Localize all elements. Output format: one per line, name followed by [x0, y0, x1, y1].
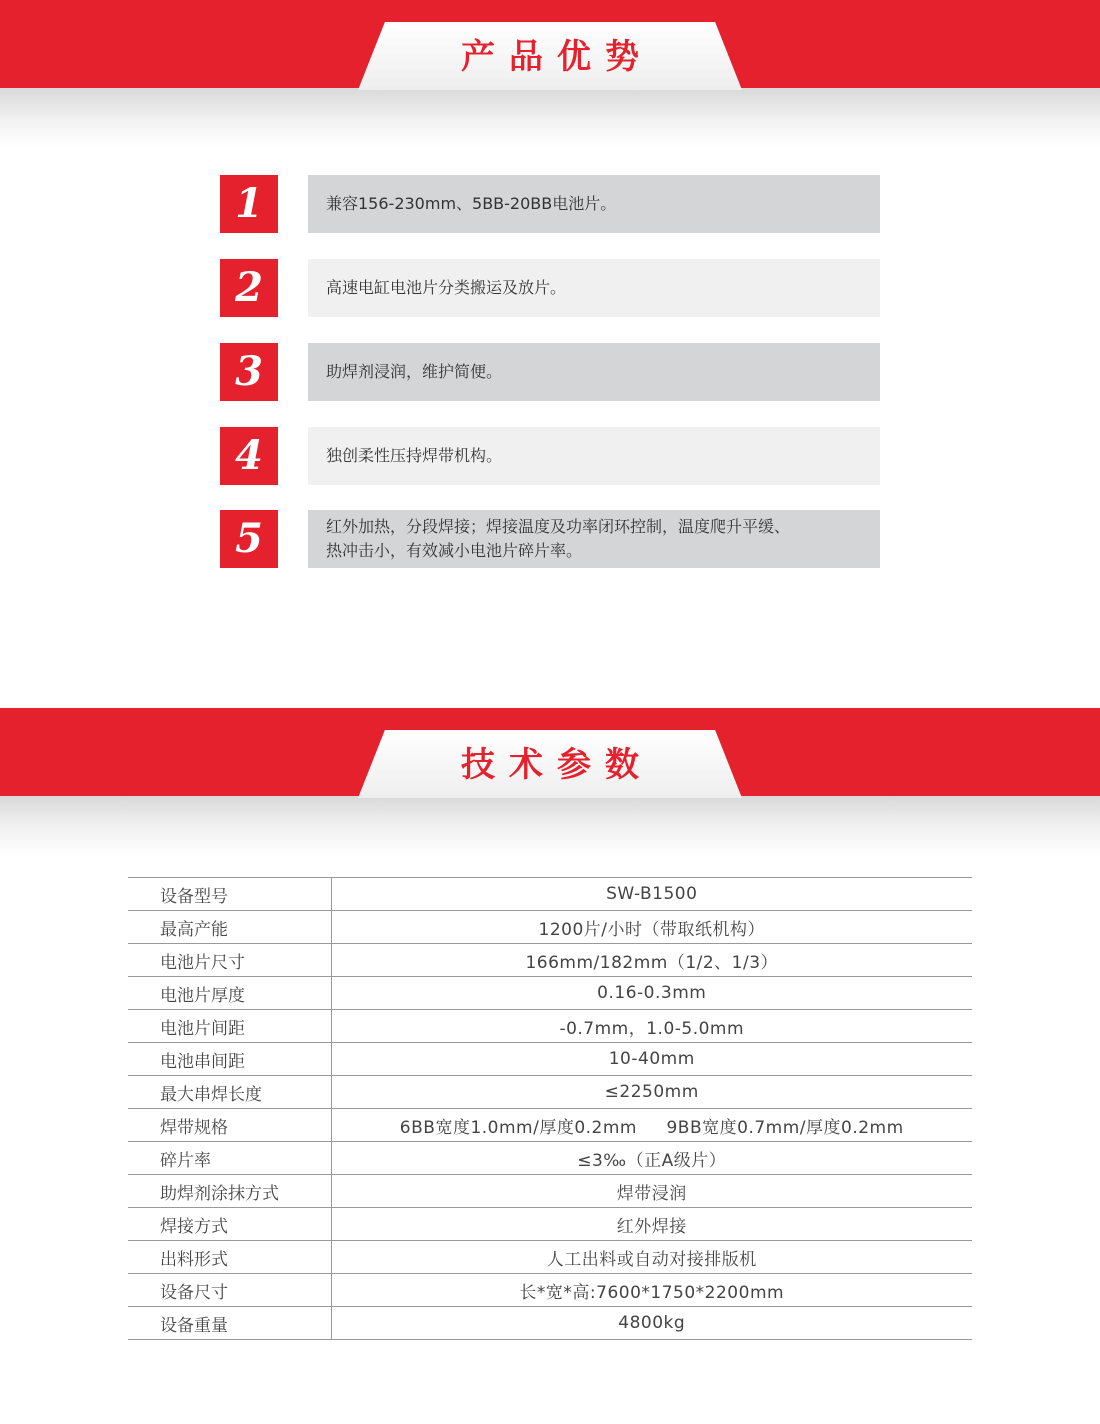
table-row: [128, 1175, 972, 1208]
spec-value: 166mm/182mm（1/2、1/3）: [331, 944, 972, 977]
table-row: [128, 1076, 972, 1109]
spec-label: 设备重量: [128, 1307, 331, 1340]
advantage-item-2: [220, 259, 880, 317]
advantages-header: [0, 0, 1100, 90]
advantage-text: 助焊剂浸润，维护简便。: [326, 362, 503, 381]
header-fade: [0, 88, 1100, 148]
spec-label: 碎片率: [128, 1142, 331, 1175]
advantage-number: 4: [220, 427, 278, 485]
spec-label: 焊带规格: [128, 1109, 331, 1142]
advantage-item-1: [220, 175, 880, 233]
advantage-number: 3: [220, 343, 278, 401]
specs-header: [0, 708, 1100, 798]
advantage-text: 高速电缸电池片分类搬运及放片。: [326, 278, 567, 297]
spec-value: 焊带浸润: [331, 1175, 972, 1208]
spec-label: 焊接方式: [128, 1208, 331, 1241]
spec-label: 电池片间距: [128, 1010, 331, 1043]
spec-value: 10-40mm: [331, 1043, 972, 1076]
advantage-box: [308, 259, 880, 317]
spec-value: 0.16-0.3mm: [331, 977, 972, 1010]
advantage-number: 1: [220, 175, 278, 233]
table-row: [128, 1208, 972, 1241]
spec-label: 最高产能: [128, 911, 331, 944]
spec-value: 红外焊接: [331, 1208, 972, 1241]
advantage-box: [308, 427, 880, 485]
table-row: [128, 878, 972, 911]
table-row: [128, 1142, 972, 1175]
advantage-text: 红外加热，分段焊接；焊接温度及功率闭环控制，温度爬升平缓、 热冲击小，有效减小电池片碎片率。: [326, 517, 791, 560]
advantage-item-4: [220, 427, 880, 485]
spec-value: 人工出料或自动对接排版机: [331, 1241, 972, 1274]
table-row: [128, 1241, 972, 1274]
table-row: [128, 1043, 972, 1076]
table-row: [128, 911, 972, 944]
header-fade: [0, 796, 1100, 856]
spec-value: ≤3‰（正A级片）: [331, 1142, 972, 1175]
spec-value: 4800kg: [331, 1307, 972, 1340]
spec-label: 电池片厚度: [128, 977, 331, 1010]
spec-label: 设备尺寸: [128, 1274, 331, 1307]
spec-label: 设备型号: [128, 878, 331, 911]
table-row: [128, 1010, 972, 1043]
spec-label: 电池串间距: [128, 1043, 331, 1076]
spec-table: [128, 877, 972, 1340]
spec-label: 最大串焊长度: [128, 1076, 331, 1109]
advantage-box: [308, 343, 880, 401]
table-row: [128, 944, 972, 977]
advantage-box: [308, 510, 880, 568]
spec-label: 助焊剂涂抹方式: [128, 1175, 331, 1208]
advantage-item-3: [220, 343, 880, 401]
spec-value: 1200片/小时（带取纸机构）: [331, 911, 972, 944]
spec-label: 电池片尺寸: [128, 944, 331, 977]
advantage-text: 独创柔性压持焊带机构。: [326, 446, 503, 465]
spec-label: 出料形式: [128, 1241, 331, 1274]
spec-value: 长*宽*高:7600*1750*2200mm: [331, 1274, 972, 1307]
table-row: [128, 977, 972, 1010]
table-row: [128, 1109, 972, 1142]
spec-value: ≤2250mm: [331, 1076, 972, 1109]
spec-value: -0.7mm，1.0-5.0mm: [331, 1010, 972, 1043]
advantage-item-5: [220, 510, 880, 568]
table-row: [128, 1307, 972, 1340]
advantage-box: [308, 175, 880, 233]
specs-title: 技术参数: [461, 745, 653, 785]
advantages-title: 产品优势: [461, 37, 653, 77]
advantage-number: 2: [220, 259, 278, 317]
table-row: [128, 1274, 972, 1307]
advantage-number: 5: [220, 510, 278, 568]
spec-value: 6BB宽度1.0mm/厚度0.2mm 9BB宽度0.7mm/厚度0.2mm: [331, 1109, 972, 1142]
advantage-text: 兼容156-230mm、5BB-20BB电池片。: [326, 194, 617, 213]
spec-value: SW-B1500: [331, 878, 972, 911]
